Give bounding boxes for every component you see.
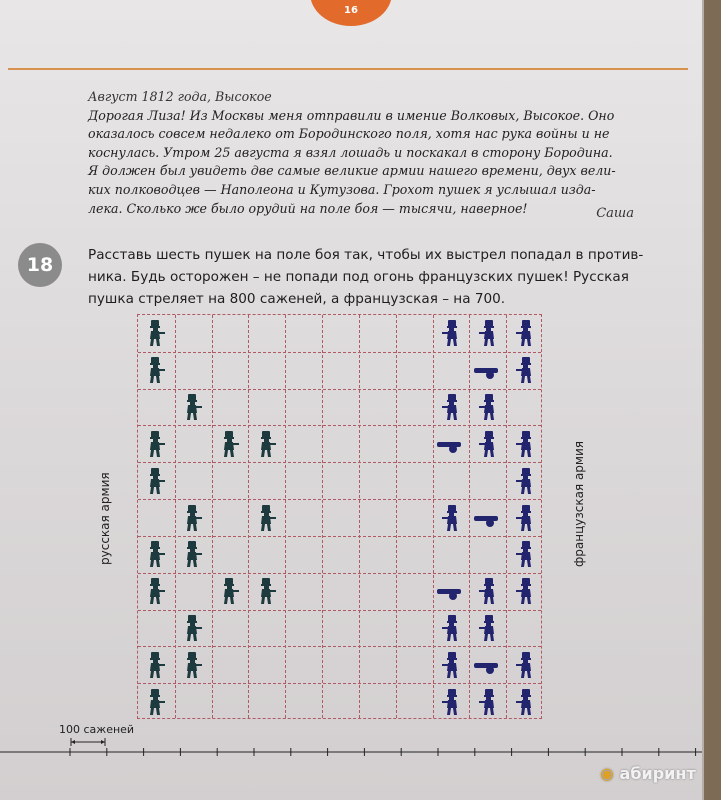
russian-soldier-icon	[147, 320, 165, 346]
grid-line-horizontal	[138, 683, 541, 684]
french-soldier-icon	[516, 541, 534, 567]
labyrinth-logo-icon: ◉	[600, 764, 614, 783]
task-number: 18	[26, 254, 54, 276]
russian-soldier-icon	[147, 468, 165, 494]
french-cannon-icon	[474, 364, 502, 376]
russian-soldier-icon	[147, 431, 165, 457]
grid-line-horizontal	[138, 646, 541, 647]
letter-line: оказалось совсем недалеко от Бородинского поля, хотя нас рука войны и не	[88, 126, 610, 142]
grid-line-vertical	[433, 315, 434, 718]
task-line: пушка стреляет на 800 саженей, а французская – на 700.	[88, 291, 506, 307]
french-cannon-icon	[474, 659, 502, 671]
russian-soldier-icon	[258, 505, 276, 531]
russian-soldier-icon	[147, 689, 165, 715]
grid-line-horizontal	[138, 499, 541, 500]
grid-line-vertical	[175, 315, 176, 718]
russian-soldier-icon	[184, 541, 202, 567]
french-soldier-icon	[516, 505, 534, 531]
russian-soldier-icon	[147, 578, 165, 604]
letter-block	[88, 88, 658, 218]
grid-line-horizontal	[138, 389, 541, 390]
watermark-text: абиринт	[619, 764, 696, 783]
russian-soldier-icon	[221, 578, 239, 604]
french-soldier-icon	[479, 394, 497, 420]
french-soldier-icon	[479, 578, 497, 604]
header-divider	[8, 68, 688, 70]
french-soldier-icon	[516, 431, 534, 457]
letter-line: лека. Сколько же было орудий на поле боя — тысячи, наверное!	[88, 200, 528, 216]
letter-date: Август 1812 года, Высокое	[88, 89, 272, 104]
russian-soldier-icon	[184, 505, 202, 531]
grid-line-horizontal	[138, 425, 541, 426]
task-line: Расставь шесть пушек на поле боя так, чтобы их выстрел попадал в против-	[88, 247, 644, 263]
letter-signature: Саша	[596, 206, 634, 221]
french-soldier-icon	[516, 468, 534, 494]
french-soldier-icon	[516, 578, 534, 604]
grid-line-vertical	[322, 315, 323, 718]
grid-line-vertical	[285, 315, 286, 718]
grid-line-vertical	[359, 315, 360, 718]
grid-line-horizontal	[138, 610, 541, 611]
french-soldier-icon	[442, 320, 460, 346]
french-soldier-icon	[516, 357, 534, 383]
distance-ruler	[0, 748, 704, 756]
russian-soldier-icon	[184, 615, 202, 641]
russian-soldier-icon	[184, 652, 202, 678]
french-soldier-icon	[516, 320, 534, 346]
french-soldier-icon	[442, 689, 460, 715]
french-soldier-icon	[442, 615, 460, 641]
french-soldier-icon	[479, 320, 497, 346]
grid-line-horizontal	[138, 352, 541, 353]
russian-soldier-icon	[258, 578, 276, 604]
french-soldier-icon	[516, 652, 534, 678]
french-soldier-icon	[442, 505, 460, 531]
letter-line: Я должен был увидеть две самые великие армии нашего времени, двух вели-	[88, 163, 616, 179]
french-soldier-icon	[479, 615, 497, 641]
task-number-badge	[18, 243, 62, 287]
watermark	[600, 764, 696, 783]
russian-soldier-icon	[221, 431, 239, 457]
russian-soldier-icon	[147, 652, 165, 678]
grid-line-horizontal	[138, 462, 541, 463]
russian-army-label: русская армия	[98, 472, 112, 565]
grid-line-vertical	[396, 315, 397, 718]
battlefield-grid[interactable]	[137, 314, 542, 719]
french-cannon-icon	[437, 585, 465, 597]
page-number: 16	[344, 5, 358, 16]
french-army-label: французская армия	[572, 441, 586, 567]
grid-line-vertical	[469, 315, 470, 718]
task-text	[88, 244, 658, 310]
russian-soldier-icon	[184, 394, 202, 420]
letter-line: ких полководцев — Наполеона и Кутузова. Грохот пушек я услышал изда-	[88, 181, 596, 197]
russian-soldier-icon	[147, 357, 165, 383]
page-number-badge	[310, 0, 392, 26]
french-soldier-icon	[442, 652, 460, 678]
scale-label: 100 саженей	[59, 723, 135, 736]
french-cannon-icon	[437, 438, 465, 450]
scale-bracket-icon	[70, 738, 106, 746]
french-soldier-icon	[516, 689, 534, 715]
task-line: ника. Будь осторожен – не попади под огонь французских пушек! Русская	[88, 269, 629, 285]
french-soldier-icon	[479, 689, 497, 715]
grid-line-horizontal	[138, 536, 541, 537]
grid-line-vertical	[248, 315, 249, 718]
letter-line: Дорогая Лиза! Из Москвы меня отправили в имение Волковых, Высокое. Оно	[88, 107, 615, 123]
russian-soldier-icon	[258, 431, 276, 457]
letter-line: коснулась. Утром 25 августа я взял лошадь и поскакал в сторону Бородина.	[88, 144, 613, 160]
russian-soldier-icon	[147, 541, 165, 567]
grid-line-vertical	[212, 315, 213, 718]
grid-line-horizontal	[138, 573, 541, 574]
french-soldier-icon	[442, 394, 460, 420]
grid-line-vertical	[506, 315, 507, 718]
french-cannon-icon	[474, 512, 502, 524]
french-soldier-icon	[479, 431, 497, 457]
